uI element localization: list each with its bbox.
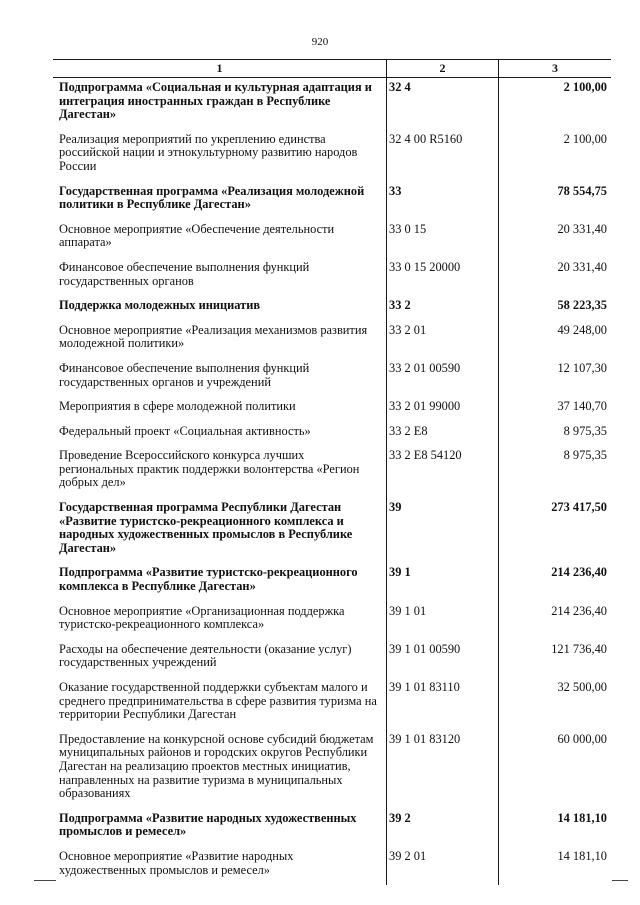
table-row <box>53 809 611 847</box>
scan-edge-mark-right <box>612 880 628 881</box>
column-header-3: 3 <box>499 60 612 78</box>
column-header-1: 1 <box>53 60 387 78</box>
table-row <box>53 563 611 601</box>
row-code-cell: 39 1 <box>387 563 499 601</box>
row-name-cell: Основное мероприятие «Реализация механизмов развития молодежной политики» <box>53 321 387 359</box>
row-amount-cell: 20 331,40 <box>557 259 607 274</box>
row-amount-cell: 12 107,30 <box>557 360 607 375</box>
row-name-cell: Финансовое обеспечение выполнения функций государственных органов и учреждений <box>53 359 387 397</box>
column-header-2: 2 <box>387 60 499 78</box>
row-code-cell: 39 2 <box>387 809 499 847</box>
row-code-cell: 39 1 01 83120 <box>387 730 499 809</box>
row-name-cell: Мероприятия в сфере молодежной политики <box>53 397 387 422</box>
row-code-cell: 32 4 <box>387 78 499 130</box>
row-name-cell: Федеральный проект «Социальная активность» <box>53 422 387 447</box>
row-name-cell: Государственная программа «Реализация молодежной политики в Республике Дагестан» <box>53 182 387 220</box>
row-name-cell: Поддержка молодежных инициатив <box>53 296 387 321</box>
table-row <box>53 678 611 730</box>
table-row <box>53 422 611 447</box>
row-code-cell: 39 1 01 83110 <box>387 678 499 730</box>
row-amount-cell: 49 248,00 <box>557 322 607 337</box>
row-amount-cell: 121 736,40 <box>551 641 607 656</box>
row-amount-cell: 214 236,40 <box>551 603 607 618</box>
row-code-cell: 33 2 01 <box>387 321 499 359</box>
row-name-cell: Основное мероприятие «Развитие народных художественных промыслов и ремесел» <box>53 847 387 885</box>
row-name-cell: Расходы на обеспечение деятельности (оказание услуг) государственных учреждений <box>53 640 387 678</box>
row-code-cell: 33 2 E8 54120 <box>387 446 499 498</box>
table-row <box>53 296 611 321</box>
scan-edge-mark-left <box>34 880 56 881</box>
row-name-cell: Оказание государственной поддержки субъектам малого и среднего предпринимательства в сфере развития туризма на территории Республики Дагестан <box>53 678 387 730</box>
row-code-cell: 39 <box>387 498 499 563</box>
table-row <box>53 220 611 258</box>
row-amount-cell: 32 500,00 <box>557 680 607 694</box>
row-amount-cell: 214 236,40 <box>551 565 607 580</box>
table-row <box>53 359 611 397</box>
row-amount-cell: 58 223,35 <box>557 298 607 313</box>
table-row <box>53 602 611 640</box>
table-row <box>53 78 611 130</box>
row-amount-cell: 20 331,40 <box>557 221 607 236</box>
budget-table <box>53 59 611 885</box>
row-code-cell: 39 2 01 <box>387 847 499 885</box>
row-name-cell: Финансовое обеспечение выполнения функций государственных органов <box>53 258 387 296</box>
row-code-cell: 39 1 01 00590 <box>387 640 499 678</box>
row-code-cell: 32 4 00 R5160 <box>387 130 499 182</box>
table-row <box>53 446 611 498</box>
row-amount-cell: 8 975,35 <box>563 448 607 463</box>
row-amount-cell: 14 181,10 <box>557 848 607 863</box>
table-row <box>53 182 611 220</box>
row-name-cell: Основное мероприятие «Обеспечение деятельности аппарата» <box>53 220 387 258</box>
table-row <box>53 130 611 182</box>
row-name-cell: Основное мероприятие «Организационная поддержка туристско-рекреационного комплекса» <box>53 602 387 640</box>
row-amount-cell: 60 000,00 <box>557 731 607 746</box>
row-name-cell: Подпрограмма «Развитие народных художественных промыслов и ремесел» <box>53 809 387 847</box>
table-row <box>53 847 611 885</box>
page-number: 920 <box>311 36 329 48</box>
row-code-cell: 33 2 <box>387 296 499 321</box>
row-amount-cell: 78 554,75 <box>557 183 607 198</box>
row-code-cell: 33 0 15 <box>387 220 499 258</box>
row-code-cell: 33 <box>387 182 499 220</box>
row-amount-cell: 273 417,50 <box>551 500 607 515</box>
table-body <box>53 78 611 886</box>
row-amount-cell: 14 181,10 <box>557 810 607 825</box>
row-code-cell: 33 0 15 20000 <box>387 258 499 296</box>
row-code-cell: 33 2 01 00590 <box>387 359 499 397</box>
row-name-cell: Реализация мероприятий по укреплению единства российской нации и этнокультурному развитию народов России <box>53 130 387 182</box>
row-name-cell: Проведение Всероссийского конкурса лучших региональных практик поддержки волонтерства «Регион добрых дел» <box>53 446 387 498</box>
row-code-cell: 33 2 01 99000 <box>387 397 499 422</box>
row-amount-cell: 2 100,00 <box>563 80 607 94</box>
table-row <box>53 321 611 359</box>
table-row <box>53 498 611 563</box>
row-name-cell: Подпрограмма «Социальная и культурная адаптация и интеграция иностранных граждан в Республике Дагестан» <box>53 78 387 130</box>
table-row <box>53 640 611 678</box>
row-name-cell: Предоставление на конкурсной основе субсидий бюджетам муниципальных районов и городских округов Республики Дагестан на реализацию проектов местных инициатив, направленных на развитие туризма в муниципальных образованиях <box>53 730 387 809</box>
header-row <box>53 60 611 78</box>
table-row <box>53 397 611 422</box>
table-row <box>53 258 611 296</box>
row-code-cell: 39 1 01 <box>387 602 499 640</box>
row-amount-cell: 2 100,00 <box>563 131 607 146</box>
row-amount-cell: 8 975,35 <box>563 423 607 438</box>
table-row <box>53 730 611 809</box>
row-name-cell: Подпрограмма «Развитие туристско-рекреационного комплекса в Республике Дагестан» <box>53 563 387 601</box>
row-amount-cell: 37 140,70 <box>557 399 607 414</box>
row-name-cell: Государственная программа Республики Дагестан «Развитие туристско-рекреационного комплекса и народных художественных промыслов в Республике Дагестан» <box>53 498 387 563</box>
row-code-cell: 33 2 E8 <box>387 422 499 447</box>
